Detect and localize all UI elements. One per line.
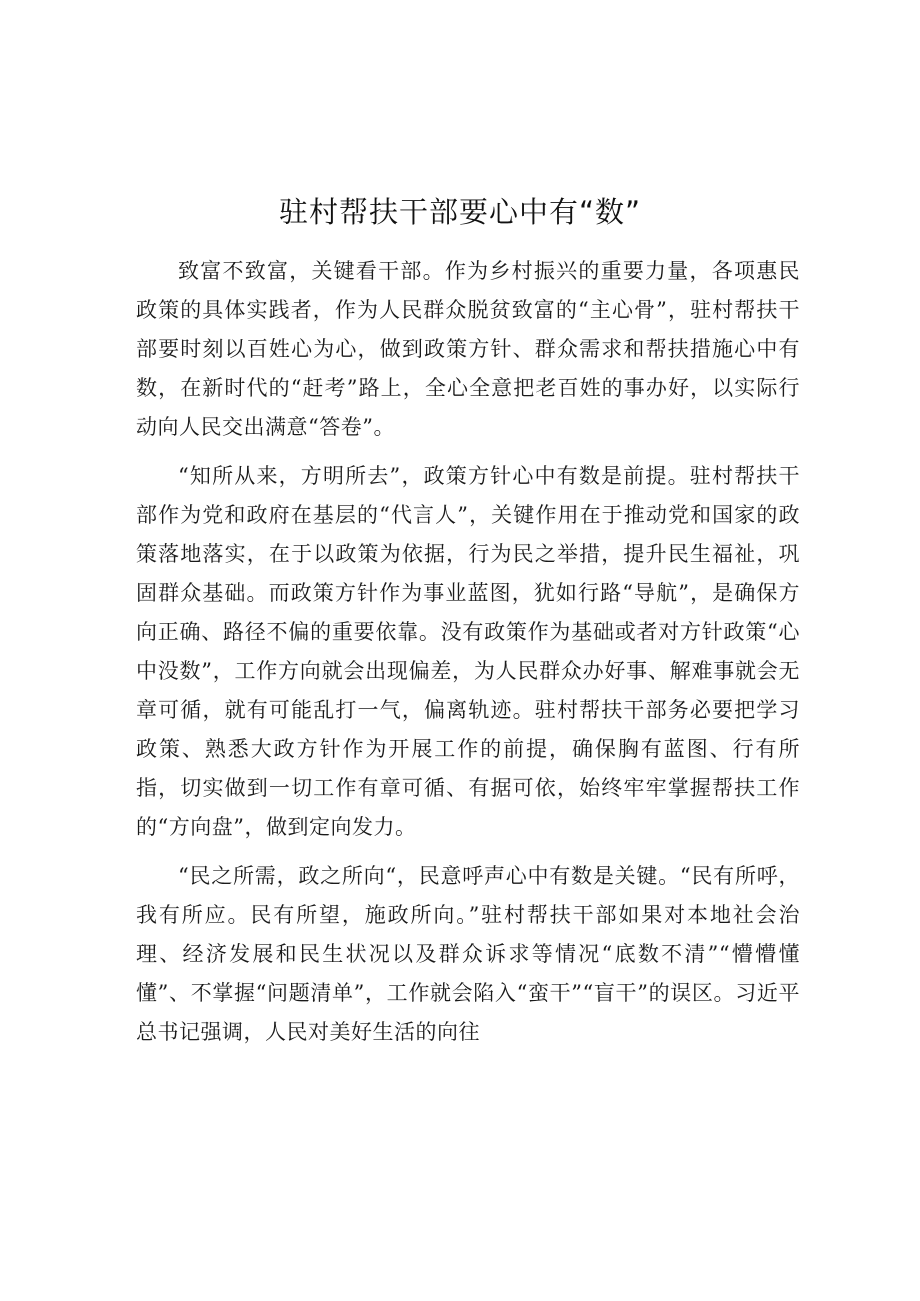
document-title: 驻村帮扶干部要心中有“数” [278, 195, 642, 229]
paragraph-3: “民之所需，政之所向“，民意呼声心中有数是关键。“民有所呼，我有所应。民有所望，施政所向。”驻村帮扶干部如果对本地社会治理、经济发展和民生状况以及群众诉求等情况“底数不清”“懵懵懂懂”、不掌握“问题清单”，工作就会陷入“蛮干”“盲干”的误区。习近平总书记强调，人民对美好生活的向往 [136, 864, 800, 1044]
paragraph-1: 致富不致富，关键看干部。作为乡村振兴的重要力量，各项惠民政策的具体实践者，作为人民群众脱贫致富的“主心骨”，驻村帮扶干部要时刻以百姓心为心，做到政策方针、群众需求和帮扶措施心中有数，在新时代的“赶考”路上，全心全意把老百姓的事办好，以实际行动向人民交出满意“答卷”。 [136, 259, 800, 439]
document-body [136, 252, 800, 1062]
paragraph-2: “知所从来，方明所去”，政策方针心中有数是前提。驻村帮扶干部作为党和政府在基层的“代言人”，关键作用在于推动党和国家的政策落地落实，在于以政策为依据，行为民之举措，提升民生福祉，巩固群众基础。而政策方针作为事业蓝图，犹如行路“导航”，是确保方向正确、路径不偏的重要依靠。没有政策作为基础或者对方针政策“心中没数”，工作方向就会出现偏差，为人民群众办好事、解难事就会无章可循，就有可能乱打一气，偏离轨迹。驻村帮扶干部务必要把学习政策、熟悉大政方针作为开展工作的前提，确保胸有蓝图、行有所指，切实做到一切工作有章可循、有据可依，始终牢牢掌握帮扶工作的“方向盘”，做到定向发力。 [136, 464, 800, 839]
